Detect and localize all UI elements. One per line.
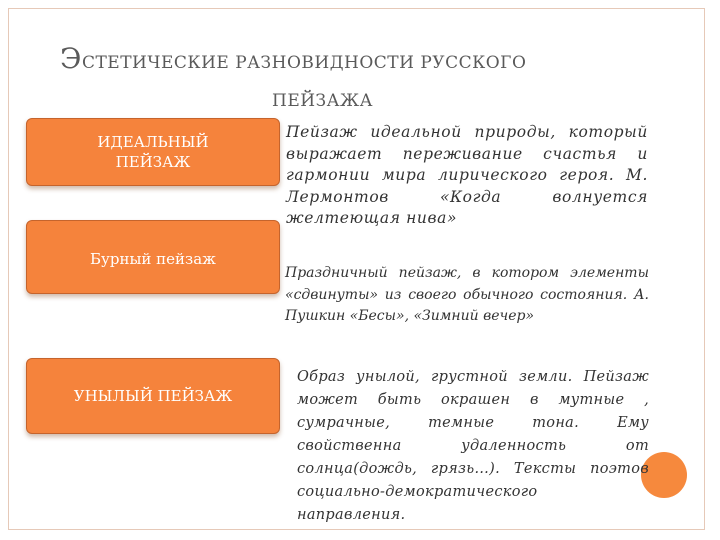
description-ideal-text: Пейзаж идеальной природы, который выражает переживание счастья и гармонии мира лирического героя. М. Лермонтов «Когда волнуется желтеющая нива» — [286, 123, 648, 227]
title-line-1 — [60, 40, 660, 82]
title-line-2: ПЕЙЗАЖА — [272, 91, 374, 111]
description-gloomy — [297, 366, 649, 527]
category-label-stormy: Бурный пейзаж — [90, 250, 216, 268]
category-box-stormy — [26, 220, 280, 294]
category-label-ideal-2: ПЕЙЗАЖ — [115, 153, 191, 171]
title-initial: Э — [60, 42, 82, 75]
category-box-gloomy — [26, 358, 280, 434]
category-box-ideal — [26, 118, 280, 186]
description-ideal — [286, 122, 648, 230]
category-label-ideal-1: ИДЕАЛЬНЫЙ — [97, 133, 209, 151]
description-gloomy-text: Образ унылой, грустной земли. Пейзаж может быть окрашен в мутные , сумрачные, темные тона. Ему свойственна удаленность от солнца(дождь, грязь…). Тексты поэтов социально-демократического направления. — [297, 369, 649, 523]
title-line-1-text: СТЕТИЧЕСКИЕ РАЗНОВИДНОСТИ РУССКОГО — [81, 53, 527, 73]
description-stormy-text: Праздничный пейзаж, в котором элементы «сдвинуты» из своего обычного состояния. А. Пушкин «Бесы», «Зимний вечер» — [285, 265, 649, 324]
slide-title — [60, 40, 660, 120]
category-label-gloomy: УНЫЛЫЙ ПЕЙЗАЖ — [73, 387, 233, 405]
description-stormy — [285, 263, 649, 328]
